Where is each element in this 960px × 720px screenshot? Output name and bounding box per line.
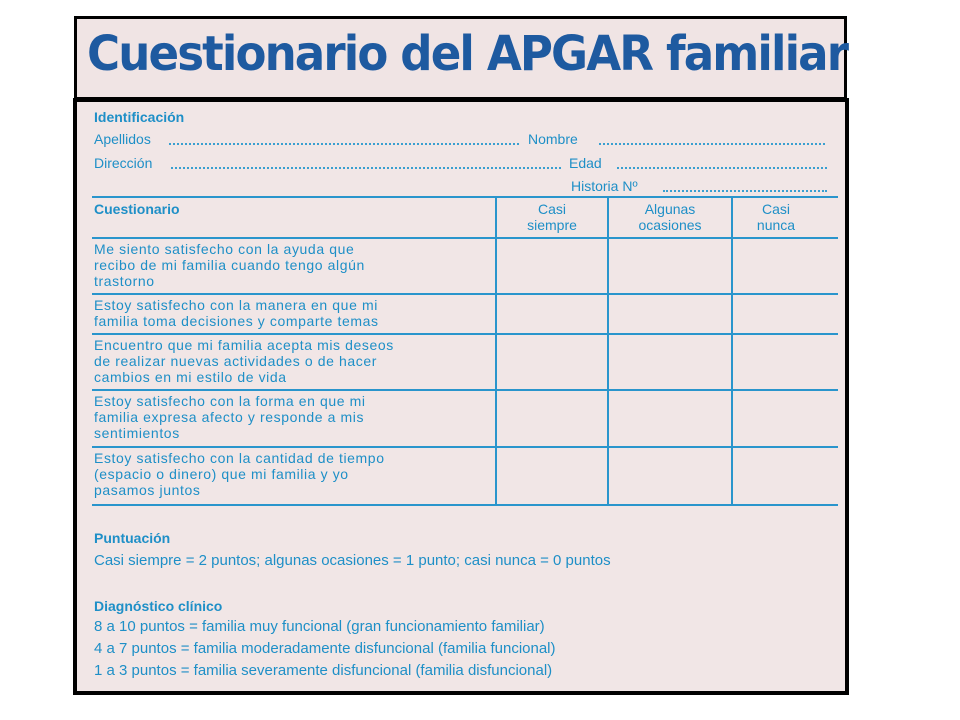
column-header-casi-nunca: Casi nunca [756, 201, 796, 233]
table-header-label: Cuestionario [94, 201, 180, 217]
question-1: Me siento satisfecho con la ayuda que recibo de mi familia cuando tengo algún trastorno [94, 241, 365, 289]
column-divider [731, 196, 733, 504]
diagnosis-heading: Diagnóstico clínico [94, 598, 223, 614]
diagnosis-line: 1 a 3 puntos = familia severamente disfuncional (familia disfuncional) [94, 662, 553, 679]
edad-label: Edad [569, 155, 602, 171]
table-bottom-rule [92, 504, 838, 506]
column-divider [495, 196, 497, 504]
diagnosis-line: 8 a 10 puntos = familia muy funcional (gran funcionamiento familiar) [94, 618, 545, 635]
row-divider [92, 333, 838, 335]
question-5: Estoy satisfecho con la cantidad de tiempo (espacio o dinero) que mi familia y yo pasamos juntos [94, 450, 385, 498]
question-3: Encuentro que mi familia acepta mis deseos de realizar nuevas actividades o de hacer cambios en mi estilo de vida [94, 337, 394, 385]
table-top-rule [92, 196, 838, 198]
row-divider [92, 446, 838, 448]
apellidos-field[interactable] [169, 143, 519, 145]
historia-field[interactable] [663, 190, 827, 192]
identification-heading: Identificación [94, 109, 185, 125]
scoring-heading: Puntuación [94, 530, 171, 546]
questionnaire-form [73, 98, 849, 695]
historia-label: Historia Nº [571, 178, 638, 194]
column-header-algunas-ocasiones: Algunas ocasiones [638, 201, 702, 233]
question-2: Estoy satisfecho con la manera en que mi familia toma decisiones y comparte temas [94, 297, 379, 329]
row-divider [92, 293, 838, 295]
column-divider [607, 196, 609, 504]
edad-field[interactable] [617, 167, 827, 169]
scoring-text: Casi siempre = 2 puntos; algunas ocasiones = 1 punto; casi nunca = 0 puntos [94, 552, 611, 569]
apellidos-label: Apellidos [94, 131, 151, 147]
direccion-field[interactable] [171, 167, 561, 169]
nombre-label: Nombre [528, 131, 578, 147]
page-title: Cuestionario del APGAR familiar [87, 26, 848, 82]
column-header-casi-siempre: Casi siempre [527, 201, 577, 233]
question-4: Estoy satisfecho con la forma en que mi familia expresa afecto y responde a mis sentimientos [94, 393, 366, 441]
direccion-label: Dirección [94, 155, 153, 171]
row-divider [92, 389, 838, 391]
nombre-field[interactable] [599, 143, 825, 145]
diagnosis-line: 4 a 7 puntos = familia moderadamente disfuncional (familia funcional) [94, 640, 556, 657]
table-header-rule [92, 237, 838, 239]
title-banner [74, 16, 847, 100]
